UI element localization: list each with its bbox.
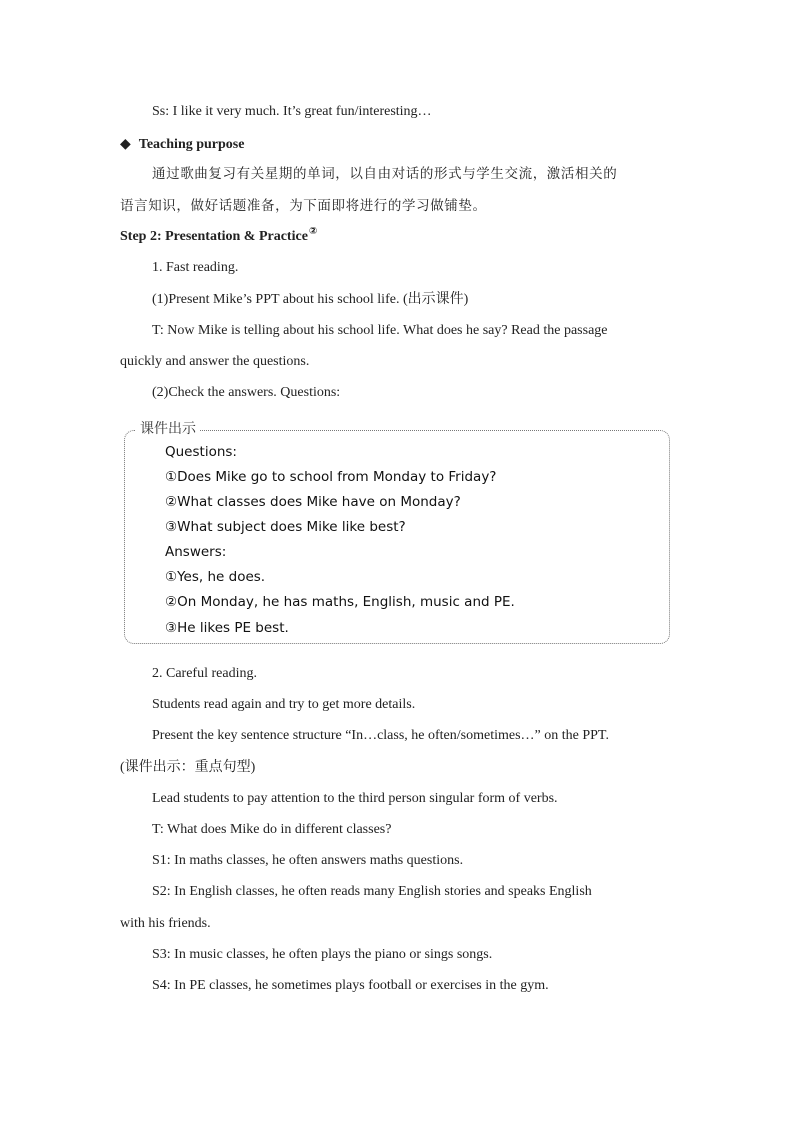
step2-heading: [120, 228, 317, 247]
diamond-bullet-icon: ◆: [120, 136, 131, 152]
answer-2: ②On Monday, he has maths, English, music and PE.: [165, 594, 515, 610]
s3-line: S3: In music classes, he often plays the piano or sings songs.: [152, 947, 493, 962]
answer-1: ①Yes, he does.: [165, 569, 266, 585]
courseware-box: [124, 430, 670, 644]
t-now-line-1: T: Now Mike is telling about his school life. What does he say? Read the passage: [152, 323, 608, 338]
answer-3: ③He likes PE best.: [165, 620, 289, 636]
s2-line-2: with his friends.: [120, 916, 211, 931]
t-what-line: T: What does Mike do in different classes?: [152, 822, 392, 837]
lead-students-line: Lead students to pay attention to the third person singular form of verbs.: [152, 791, 558, 806]
fast-reading-line: 1. Fast reading.: [152, 260, 239, 275]
t-now-line-2: quickly and answer the questions.: [120, 354, 310, 369]
present-key-line-1: Present the key sentence structure “In…class, he often/sometimes…” on the PPT.: [152, 728, 609, 743]
questions-heading: Questions:: [165, 444, 237, 460]
purpose-chinese-line-1: 通过歌曲复习有关星期的单词，以自由对话的形式与学生交流，激活相关的: [152, 166, 618, 182]
check-answers-line: (2)Check the answers. Questions:: [152, 385, 341, 400]
present-key-line-2: (课件出示：重点句型): [120, 760, 256, 775]
question-1: ①Does Mike go to school from Monday to Friday?: [165, 469, 497, 485]
present-ppt-line: (1)Present Mike’s PPT about his school life. (出示课件): [152, 292, 469, 307]
courseware-label: 课件出示: [136, 419, 200, 439]
step2-title: Step 2: Presentation & Practice: [120, 229, 308, 244]
step2-mark: ②: [308, 226, 318, 237]
s1-line: S1: In maths classes, he often answers maths questions.: [152, 853, 464, 868]
students-read-line: Students read again and try to get more details.: [152, 697, 416, 712]
s2-line-1: S2: In English classes, he often reads many English stories and speaks English: [152, 884, 592, 899]
ss-reply-line: Ss: I like it very much. It’s great fun/interesting…: [152, 104, 432, 119]
purpose-chinese-line-2: 语言知识，做好话题准备，为下面即将进行的学习做铺垫。: [120, 198, 487, 214]
s4-line: S4: In PE classes, he sometimes plays football or exercises in the gym.: [152, 978, 549, 993]
question-3: ③What subject does Mike like best?: [165, 519, 406, 535]
teaching-purpose-heading: [120, 135, 244, 154]
answers-heading: Answers:: [165, 544, 227, 560]
careful-reading-line: 2. Careful reading.: [152, 666, 257, 681]
teaching-purpose-label: Teaching purpose: [138, 137, 245, 152]
question-2: ②What classes does Mike have on Monday?: [165, 494, 461, 510]
